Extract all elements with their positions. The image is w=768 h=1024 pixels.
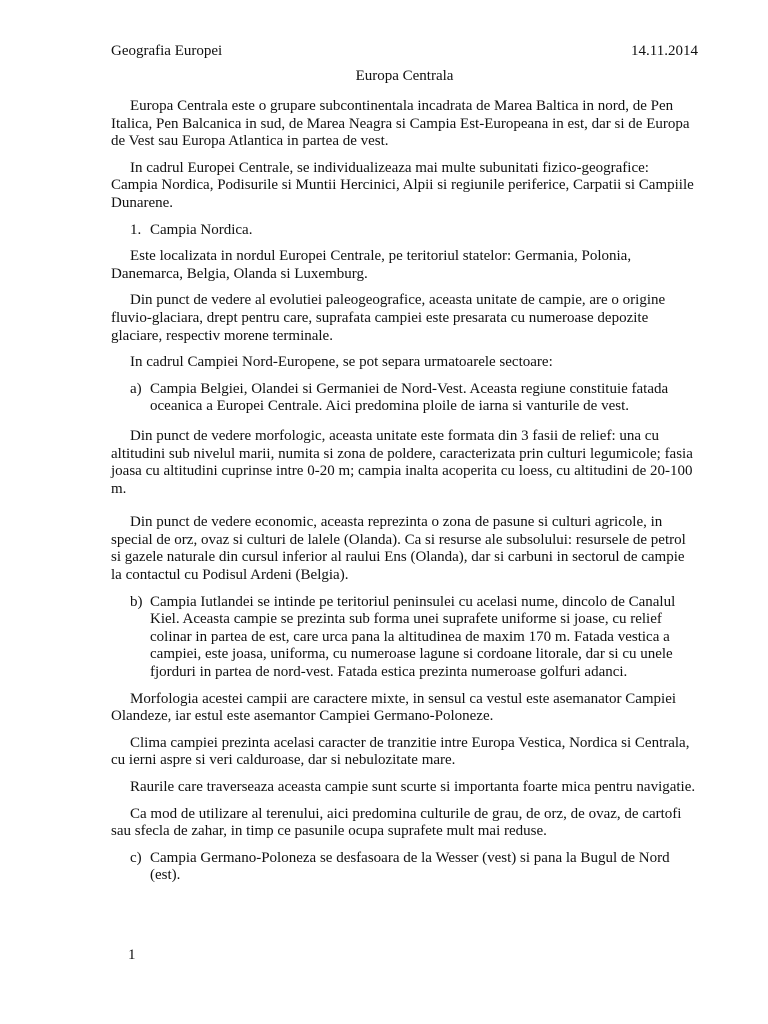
list-item-text: Campia Iutlandei se intinde pe teritoriul peninsulei cu acelasi nume, dincolo de Canalul Kiel. Aceasta campie se prezinta sub forma unei suprafete uniforme si joase, cu relief colinar in partea de est, care urca pana la altitudinea de maxim 170 m. Fatada vestica a campiei, este joasa, uniforma, cu numeroase lagune si cordoane litorale, dar si cu unele fjorduri in partea de nord-vest. Fatada estica prezinta numeroase golfuri adanci. xyxy=(150,593,676,681)
list-marker: 1. xyxy=(130,221,142,238)
paragraph-economy: Din punct de vedere economic, aceasta reprezinta o zona de pasune si culturi agricole, in special de orz, ovaz si culturi de lalele (Olanda). Ca si resurse ale subsolului: resursele de petrol si gazele naturale din cursul inferior al raului Ens (Olanda), dar si carbuni in sectorul de campie la contactul cu Podisul Ardeni (Belgia). xyxy=(111,514,686,584)
list-item-text: Campia Belgiei, Olandei si Germaniei de Nord-Vest. Aceasta regiune constituie fatada oceanica a Europei Centrale. Aici predomina ploile de iarna si vanturile de vest. xyxy=(150,380,669,415)
paragraph-sectors-intro: In cadrul Campiei Nord-Europene, se pot separa urmatoarele sectoare: xyxy=(130,354,553,371)
paragraph-localization: Este localizata in nordul Europei Centrale, pe teritoriul statelor: Germania, Polonia, Danemarca, Belgia, Olanda si Luxemburg. xyxy=(111,248,632,282)
paragraph-land-use: Ca mod de utilizare al terenului, aici predomina culturile de grau, de orz, de ovaz, de cartofi sau sfecla de zahar, in timp ce pasunile ocupa suprafete mult mai reduse. xyxy=(111,805,682,840)
lettered-item-a xyxy=(111,381,698,416)
paragraph-intro: Europa Centrala este o grupare subcontinentala incadrata de Marea Baltica in nord, de Pen Italica, Pen Balcanica in sud, de Marea Neagra si Campia Est-Europeana in est, dar si de Europa de Vest sau Europa Atlantica in partea de vest. xyxy=(111,98,690,150)
lettered-item-c xyxy=(111,850,698,885)
paragraph-rivers: Raurile care traverseaza aceasta campie sunt scurte si importanta foarte mica pentru navigatie. xyxy=(130,779,696,795)
document-body xyxy=(111,98,698,894)
document-title: Europa Centrala xyxy=(355,68,454,84)
paragraph-subunits: In cadrul Europei Centrale, se individualizeaza mai multe subunitati fizico-geografice: Campia Nordica, Podisurile si Muntii Hercinici, Alpii si regiunile periferice, Carpatii si Campiile Dunarene. xyxy=(111,159,694,211)
page-number: 1 xyxy=(128,947,136,963)
list-item-text: Campia Germano-Poloneza se desfasoara de la Wesser (vest) si pana la Bugul de Nord (est). xyxy=(150,849,670,884)
paragraph-paleogeography: Din punct de vedere al evolutiei paleogeografice, aceasta unitate de campie, are o origine fluvio-glaciara, drept pentru care, suprafata campiei este presarata cu numeroase depozite glaciare, respectiv morene terminale. xyxy=(111,292,666,344)
list-marker: b) xyxy=(130,593,143,610)
header-course-title: Geografia Europei xyxy=(111,43,223,59)
header-date: 14.11.2014 xyxy=(631,43,698,59)
numbered-item-campia-nordica xyxy=(111,222,698,240)
lettered-item-b xyxy=(111,594,698,682)
paragraph-climate: Clima campiei prezinta acelasi caracter de tranzitie intre Europa Vestica, Nordica si Centrala, cu ierni aspre si veri calduroase, dar si nebulozitate mare. xyxy=(111,734,690,769)
paragraph-mixed-morphology: Morfologia acestei campii are caractere mixte, in sensul ca vestul este asemanator Campiei Olandeze, iar estul este asemantor Campiei Germano-Poloneze. xyxy=(111,690,677,725)
list-marker: a) xyxy=(130,380,142,397)
list-item-text: Campia Nordica. xyxy=(150,221,253,238)
list-marker: c) xyxy=(130,849,142,866)
page-header xyxy=(111,43,698,61)
paragraph-morphology: Din punct de vedere morfologic, aceasta unitate este formata din 3 fasii de relief: una cu altitudini sub nivelul marii, numita si zona de poldere, caracterizata prin culturi legumicole; fasia joasa cu altitudini cuprinse intre 0-20 m; campia inalta acoperita cu loess, cu altitudini de 20-100 m. xyxy=(111,427,693,497)
